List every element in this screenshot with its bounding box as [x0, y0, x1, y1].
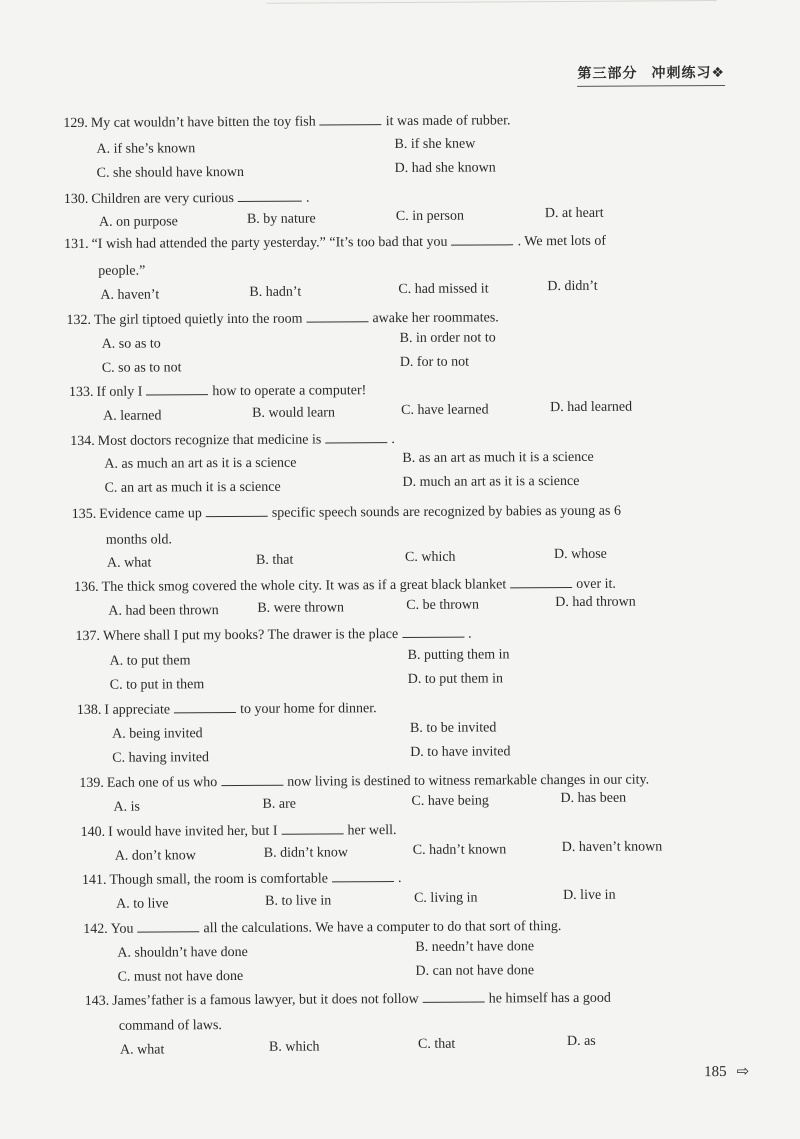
question-number: 138. [76, 702, 102, 718]
option-d: D. live in [563, 887, 616, 904]
option-d: D. didn’t [547, 278, 598, 295]
option-b: B. in order not to [399, 330, 496, 346]
answer-blank [423, 989, 485, 1002]
option-b: B. didn’t know [263, 845, 348, 861]
question-137 [75, 625, 471, 646]
answer-blank [238, 189, 302, 202]
page-header [577, 62, 725, 87]
option-a: A. as much an art as it is a science [104, 455, 297, 472]
option-a: A. so as to [101, 336, 161, 352]
question-135 [72, 502, 621, 524]
question-continuation: people.” [98, 263, 146, 279]
option-d: D. can not have done [415, 963, 535, 979]
question-number: 135. [71, 506, 97, 523]
option-a: A. is [113, 799, 141, 815]
option-b: B. which [268, 1039, 320, 1055]
question-number: 143. [84, 993, 110, 1009]
option-d: D. has been [560, 790, 627, 807]
answer-blank [451, 232, 513, 245]
header-section: 第三部分 [577, 65, 638, 82]
option-b: B. by nature [246, 211, 316, 227]
question-number: 134. [70, 433, 95, 450]
option-a: A. if she’s known [96, 141, 196, 157]
option-c: C. have being [411, 793, 489, 809]
option-c: C. to put in them [109, 677, 205, 693]
option-d: D. had thrown [555, 594, 636, 611]
option-b: B. that [255, 552, 294, 568]
question-number: 130. [63, 191, 89, 208]
option-c: C. be thrown [406, 597, 480, 613]
option-a: A. learned [103, 408, 162, 424]
option-b: B. needn’t have done [415, 939, 535, 955]
question-134 [70, 430, 395, 451]
option-c: C. which [404, 549, 456, 565]
question-stem-after: it was made of rubber. [385, 113, 511, 130]
question-stem-before: My cat wouldn’t have bitten the toy fish [90, 114, 316, 131]
question-stem-after: . [305, 190, 310, 206]
option-b: B. were thrown [257, 600, 345, 616]
page-footer [704, 1062, 749, 1081]
question-number: 129. [63, 115, 88, 132]
option-c: C. must not have done [117, 968, 244, 985]
question-stem-after: all the calculations. We have a computer to do that sort of thing. [203, 919, 562, 937]
option-c: C. that [417, 1036, 456, 1052]
question-stem-after: awake her roommates. [372, 310, 499, 327]
option-d: D. for to not [399, 354, 470, 370]
option-d: D. as [566, 1033, 596, 1049]
option-a: A. haven’t [100, 287, 160, 303]
question-stem-before: You [110, 921, 134, 937]
question-number: 137. [75, 628, 101, 644]
question-129 [63, 111, 510, 133]
option-c: C. living in [414, 890, 478, 906]
question-stem-after: . [468, 626, 472, 642]
option-a: A. what [119, 1042, 165, 1058]
question-130 [64, 189, 310, 210]
option-a: A. on purpose [98, 214, 178, 230]
answer-blank [137, 919, 199, 932]
diamond-mark-icon: ❖ [711, 65, 726, 82]
question-stem-before: Children are very curious [91, 191, 235, 207]
question-stem-after: . We met lots of [517, 233, 607, 250]
option-c: C. she should have known [96, 164, 245, 181]
answer-blank [510, 575, 572, 588]
question-stem-after: how to operate a computer! [212, 383, 367, 400]
question-stem-before: Most doctors recognize that medicine is [97, 432, 322, 449]
question-131 [64, 232, 606, 254]
answer-blank [320, 112, 382, 125]
option-b: B. to be invited [409, 720, 497, 736]
option-a: A. don’t know [114, 848, 196, 864]
answer-blank [281, 821, 343, 834]
question-stem-after: he himself has a good [488, 990, 611, 1007]
option-b: B. as an art as much it is a science [402, 449, 594, 466]
question-stem-after: specific speech sounds are recognized by babies as young as 6 [271, 503, 621, 521]
question-138 [77, 699, 377, 720]
option-d: D. at heart [544, 205, 604, 222]
option-d: D. had she known [394, 160, 496, 177]
question-stem-after: to your home for dinner. [240, 701, 377, 717]
answer-blank [174, 700, 236, 713]
question-stem-before: James’father is a famous lawyer, but it does not follow [112, 991, 419, 1009]
option-c: C. had missed it [398, 281, 489, 298]
question-136 [74, 575, 616, 597]
answer-blank [221, 773, 283, 786]
question-continuation: command of laws. [118, 1018, 222, 1034]
page-number: 185 [704, 1064, 727, 1081]
next-arrow-icon: ⇨ [736, 1061, 750, 1080]
option-c: C. having invited [112, 750, 210, 766]
question-stem-before: “I wish had attended the party yesterday.” “It’s too bad that you [91, 234, 448, 252]
option-b: B. hadn’t [249, 284, 302, 300]
question-stem-before: If only I [96, 384, 143, 400]
option-c: C. in person [395, 208, 465, 225]
option-d: D. much an art as it is a science [402, 473, 580, 490]
question-number: 133. [68, 384, 94, 401]
question-stem-before: The thick smog covered the whole city. It was as if a great black blanket [101, 577, 507, 595]
option-d: D. to have invited [410, 744, 511, 760]
question-stem-before: The girl tiptoed quietly into the room [93, 311, 303, 328]
question-133 [69, 381, 366, 402]
option-c: C. so as to not [101, 360, 182, 376]
option-a: A. shouldn’t have done [117, 944, 248, 961]
question-stem-before: Each one of us who [106, 775, 218, 791]
option-a: A. being invited [112, 726, 203, 742]
option-b: B. would learn [252, 405, 335, 421]
question-number: 142. [83, 921, 108, 937]
question-stem-after: her well. [347, 823, 397, 839]
question-stem-after: . [391, 432, 395, 448]
question-stem-before: I would have invited her, but I [108, 823, 278, 840]
option-c: C. hadn’t known [412, 842, 507, 858]
option-d: D. haven’t known [561, 839, 663, 856]
option-a: A. to live [116, 896, 169, 912]
question-141 [82, 869, 402, 890]
question-stem-before: Where shall I put my books? The drawer is the place [102, 627, 399, 644]
question-stem-after: now living is destined to witness remarkable changes in our city. [287, 772, 650, 790]
question-number: 141. [81, 872, 107, 888]
question-number: 131. [64, 236, 89, 253]
question-number: 140. [80, 824, 106, 840]
question-142 [83, 917, 561, 939]
answer-blank [402, 625, 464, 638]
question-stem-after: . [397, 870, 402, 887]
option-a: A. what [106, 555, 152, 571]
answer-blank [146, 382, 208, 395]
option-b: B. if she knew [394, 136, 476, 153]
answer-blank [332, 869, 394, 882]
option-d: D. to put them in [407, 671, 504, 687]
top-rule [267, 0, 717, 4]
option-b: B. putting them in [407, 647, 510, 663]
question-continuation: months old. [105, 532, 173, 548]
answer-blank [325, 430, 387, 443]
question-number: 139. [79, 775, 104, 791]
question-stem-before: Though small, the room is comfortable [109, 871, 329, 888]
question-stem-before: Evidence came up [99, 506, 202, 522]
answer-blank [206, 504, 268, 517]
header-title: 冲刺练习 [651, 65, 712, 82]
option-d: D. had learned [550, 399, 633, 416]
option-a: A. had been thrown [108, 603, 219, 619]
question-140 [81, 821, 397, 842]
question-number: 132. [66, 312, 92, 329]
question-stem-before: I appreciate [104, 702, 171, 718]
question-stem-after: over it. [576, 576, 616, 592]
option-a: A. to put them [109, 653, 191, 669]
option-c: C. have learned [401, 402, 489, 418]
question-number: 136. [74, 579, 99, 595]
option-b: B. are [262, 796, 296, 812]
question-143 [85, 989, 611, 1011]
option-d: D. whose [553, 546, 607, 563]
question-132 [66, 308, 498, 330]
option-c: C. an art as much it is a science [104, 479, 281, 496]
option-b: B. to live in [265, 893, 332, 909]
answer-blank [306, 309, 368, 322]
